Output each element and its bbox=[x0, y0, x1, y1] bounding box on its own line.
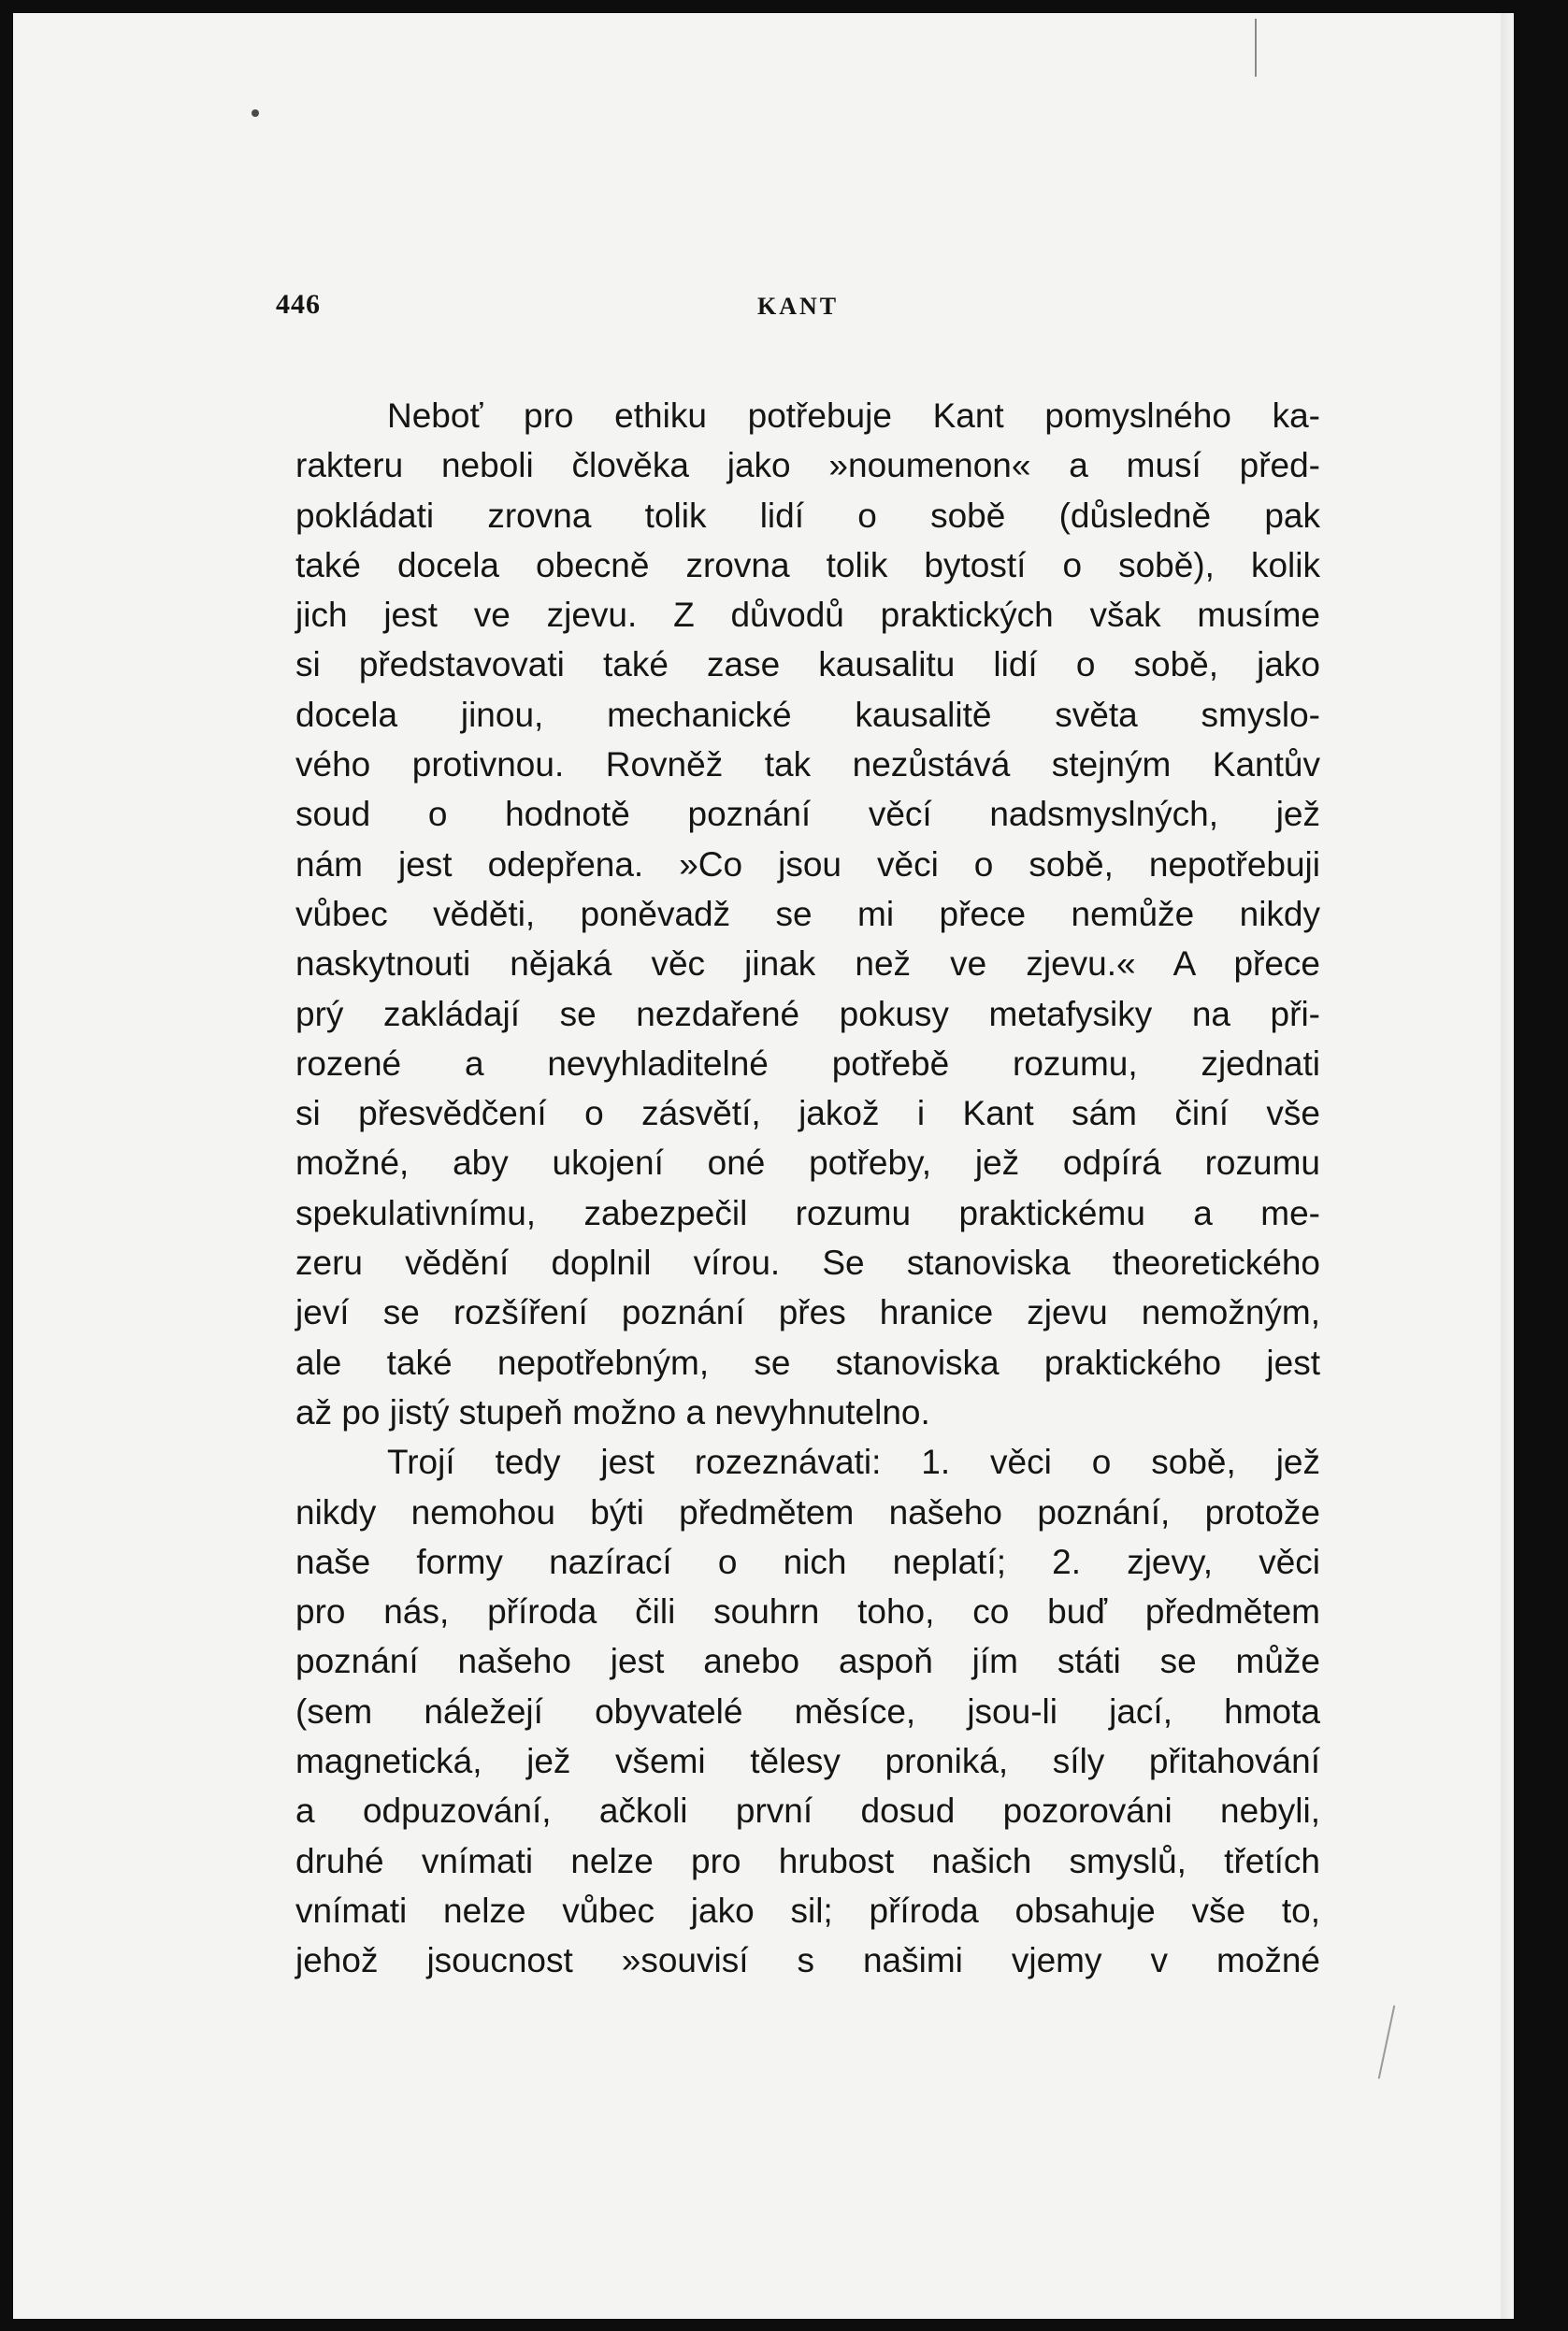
page-header bbox=[13, 289, 1514, 336]
page-number: 446 bbox=[276, 289, 321, 320]
text-line: si přesvědčení o zásvětí, jakož i Kant sám činí vše bbox=[295, 1094, 1320, 1133]
text-line: jeví se rozšíření poznání přes hranice zjevu nemožným, bbox=[295, 1293, 1320, 1332]
scan-mark bbox=[1255, 19, 1257, 77]
text-line: rozené a nevyhladitelné potřebě rozumu, zjednati bbox=[295, 1043, 1320, 1083]
text-line: pro nás, příroda čili souhrn toho, co buď předmětem bbox=[295, 1592, 1320, 1632]
text-line: prý zakládají se nezdařené pokusy metafysiky na při- bbox=[295, 994, 1320, 1033]
text-line: si představovati také zase kausalitu lidí o sobě, jako bbox=[295, 645, 1320, 684]
text-line: spekulativnímu, zabezpečil rozumu praktickému a me- bbox=[295, 1193, 1320, 1232]
text-line: jich jest ve zjevu. Z důvodů praktických však musíme bbox=[295, 596, 1320, 635]
text-line: rakteru neboli člověka jako »noumenon« a musí před- bbox=[295, 446, 1320, 485]
text-line: docela jinou, mechanické kausalitě světa smyslo- bbox=[295, 695, 1320, 734]
body-text bbox=[295, 391, 1320, 1986]
text-line: vůbec věděti, poněvadž se mi přece nemůže nikdy bbox=[295, 894, 1320, 933]
text-line: až po jistý stupeň možno a nevyhnutelno. bbox=[295, 1392, 930, 1432]
text-line: pokládati zrovna tolik lidí o sobě (důsledně pak bbox=[295, 496, 1320, 535]
text-line: naskytnouti nějaká věc jinak než ve zjevu.« A přece bbox=[295, 944, 1320, 984]
text-line: naše formy nazírací o nich neplatí; 2. zjevy, věci bbox=[295, 1542, 1320, 1581]
book-page bbox=[13, 13, 1514, 2319]
text-line: zeru vědění doplnil vírou. Se stanoviska theoretického bbox=[295, 1244, 1320, 1283]
text-line: vnímati nelze vůbec jako sil; příroda obsahuje vše to, bbox=[295, 1891, 1320, 1930]
text-line: (sem náležejí obyvatelé měsíce, jsou-li jací, hmota bbox=[295, 1691, 1320, 1731]
text-line: poznání našeho jest anebo aspoň jím státi se může bbox=[295, 1642, 1320, 1681]
text-line: možné, aby ukojení oné potřeby, jež odpírá rozumu bbox=[295, 1144, 1320, 1183]
running-head: KANT bbox=[757, 293, 840, 320]
text-line: nám jest odepřena. »Co jsou věci o sobě, nepotřebuji bbox=[295, 844, 1320, 884]
text-line: nikdy nemohou býti předmětem našeho poznání, protože bbox=[295, 1492, 1320, 1532]
text-line: vého protivnou. Rovněž tak nezůstává stejným Kantův bbox=[295, 745, 1320, 784]
text-line: ale také nepotřebným, se stanoviska praktického jest bbox=[295, 1343, 1320, 1382]
text-line: Trojí tedy jest rozeznávati: 1. věci o sobě, jež bbox=[387, 1443, 1320, 1482]
text-line: soud o hodnotě poznání věcí nadsmyslných, jež bbox=[295, 795, 1320, 834]
text-line: jehož jsoucnost »souvisí s našimi vjemy v možné bbox=[295, 1941, 1320, 1980]
scan-edge bbox=[1501, 13, 1514, 2319]
text-line: Neboť pro ethiku potřebuje Kant pomyslného ka- bbox=[387, 396, 1320, 435]
scan-speck bbox=[252, 109, 259, 117]
text-line: druhé vnímati nelze pro hrubost našich smyslů, třetích bbox=[295, 1841, 1320, 1880]
text-line: magnetická, jež všemi tělesy proniká, síly přitahování bbox=[295, 1742, 1320, 1781]
text-line: a odpuzování, ačkoli první dosud pozorováni nebyli, bbox=[295, 1791, 1320, 1831]
text-line: také docela obecně zrovna tolik bytostí o sobě), kolik bbox=[295, 545, 1320, 584]
scan-mark bbox=[1378, 2006, 1396, 2079]
